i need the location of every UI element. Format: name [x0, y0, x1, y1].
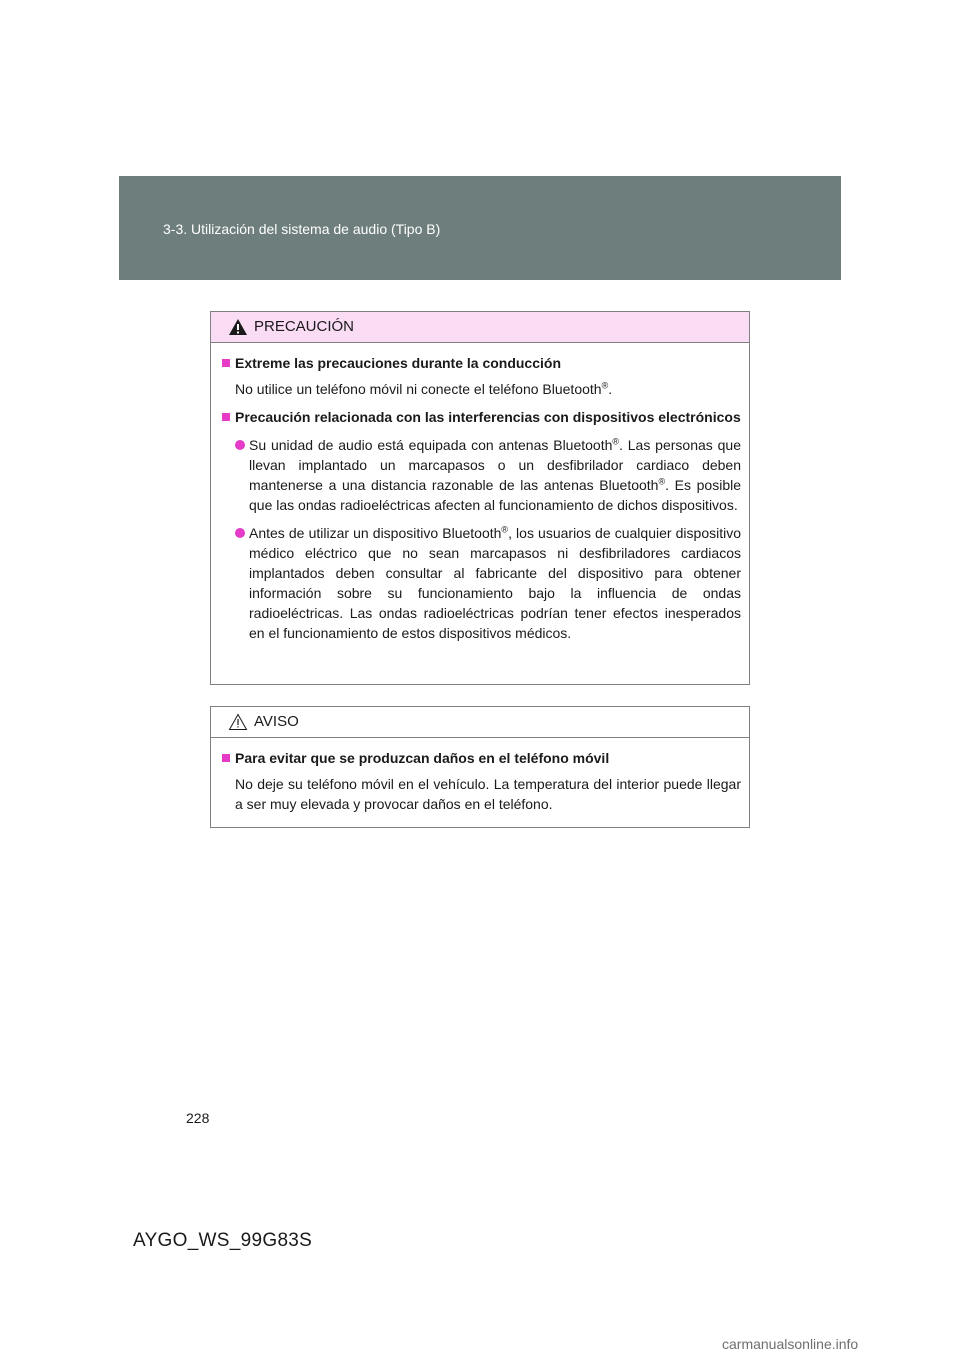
warning-filled-icon: [228, 318, 248, 336]
section-header: [119, 176, 841, 280]
watermark-text: carmanualsonline.info: [722, 1336, 859, 1352]
caution-section-title-text: Extreme las precauciones durante la conducción: [235, 355, 561, 371]
square-bullet-icon: [222, 754, 230, 762]
page-number: 228: [186, 1110, 210, 1126]
bullet-text-part: Su unidad de audio está equipada con antenas Bluetooth: [249, 437, 613, 453]
caution-text-part: .: [608, 381, 613, 397]
square-bullet-icon: [222, 359, 230, 367]
caution-text-part: No utilice un teléfono móvil ni conecte el teléfono Bluetooth: [235, 381, 602, 397]
notice-box: [210, 706, 750, 828]
caution-bullet-item: [219, 435, 741, 515]
bullet-text-part: . Es posible que las ondas radioeléctricas afecten al funcionamiento de dichos dispositivos.: [249, 477, 742, 513]
caution-box: [210, 311, 750, 685]
notice-section-title: [219, 748, 741, 768]
bullet-text-part: Antes de utilizar un dispositivo Bluetooth: [249, 525, 502, 541]
circle-bullet-icon: [235, 528, 245, 538]
notice-section-text: No deje su teléfono móvil en el vehículo. La temperatura del interior puede llegar a ser muy elevada y provocar daños en el teléfono.: [235, 776, 741, 812]
document-code: AYGO_WS_99G83S: [133, 1230, 313, 1251]
caution-bullet-item: [219, 523, 741, 643]
registered-mark: ®: [501, 524, 509, 535]
section-title: 3-3. Utilización del sistema de audio (Tipo B): [163, 221, 441, 237]
caution-section-title-text: Precaución relacionada con las interferencias con dispositivos electrónicos: [235, 409, 741, 425]
notice-header: [211, 707, 749, 738]
warning-outline-icon: [228, 713, 248, 731]
caution-section-text: [219, 379, 741, 399]
caution-section-title: [219, 353, 741, 373]
notice-section-title-text: Para evitar que se produzcan daños en el teléfono móvil: [235, 750, 610, 766]
registered-mark: ®: [658, 476, 666, 487]
bullet-text-part: , los usuarios de cualquier dispositivo médico eléctrico que no sean marcapasos ni desfibriladores cardiacos implantados deben consultar al fabricante del dispositivo para obtener información sobre su funcionamiento bajo la influencia de ondas radioeléctricas. Las ondas radioeléctricas podrían tener efectos inesperados en el funcionamiento de estos dispositivos médicos.: [249, 525, 742, 641]
notice-label: AVISO: [254, 713, 299, 730]
bullet-text-part: . Las personas que llevan implantado un marcapasos o un desfibrilador cardiaco deben mantenerse a una distancia razonable de las antenas Bluetooth: [249, 437, 741, 493]
square-bullet-icon: [222, 413, 230, 421]
circle-bullet-icon: [235, 440, 245, 450]
registered-mark: ®: [601, 380, 609, 391]
caution-body: [211, 343, 749, 643]
caution-header: [211, 312, 749, 343]
notice-body: [211, 738, 749, 814]
registered-mark: ®: [612, 436, 620, 447]
caution-label: PRECAUCIÓN: [254, 318, 355, 335]
caution-section-title: [219, 407, 741, 427]
